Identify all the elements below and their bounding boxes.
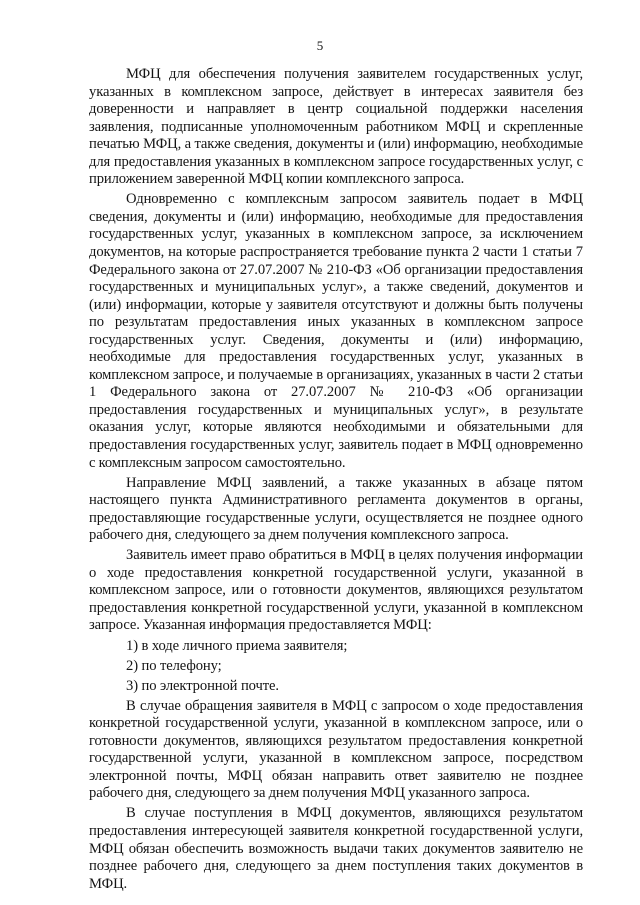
paragraph-documents-delivery: В случае поступления в МФЦ документов, являющихся результатом предоставления интересующей заявителя конкретной государственной услуги, МФЦ обязан обеспечить возможность выдачи таких документов заявителю не позднее рабочего дня, следующего за днем поступления таких документов в МФЦ. [89, 805, 583, 892]
page-number: 5 [316, 38, 324, 53]
paragraph-status-information-right: Заявитель имеет право обратиться в МФЦ в целях получения информации о ходе предоставления конкретной государственной услуги, указанной в комплексном запросе, или о готовности документов, являющихся результатом предоставления конкретной государственной услуги, указанной в комплексном запросе. Указанная информация предоставляется МФЦ: [89, 547, 583, 634]
paragraph-complex-request-mfc: МФЦ для обеспечения получения заявителем государственных услуг, указанных в комплексном запросе, действует в интересах заявителя без доверенности и направляет в центр социальной поддержки населения заявления, подписанные уполномоченным работником МФЦ и скрепленные печатью МФЦ, а также сведения, документы и (или) информацию, необходимые для предоставления указанных в комплексном запросе государственных услуг, с приложением заверенной МФЦ копии комплексного запроса. [89, 66, 583, 188]
document-body [89, 66, 583, 896]
list-item-phone: 2) по телефону; [126, 657, 222, 674]
paragraph-email-response: В случае обращения заявителя в МФЦ с запросом о ходе предоставления конкретной государственной услуги, указанной в комплексном запросе, или о готовности документов, являющихся результатом предоставления конкретной государственной услуги, указанной в комплексном запросе, посредством электронной почты, МФЦ обязан направить ответ заявителю не позднее рабочего дня, следующего за днем получения МФЦ указанного запроса. [89, 697, 583, 802]
list-item-email: 3) по электронной почте. [126, 677, 279, 694]
paragraph-sending-deadline: Направление МФЦ заявлений, а также указанных в абзаце пятом настоящего пункта Административного регламента документов в органы, предоставляющие государственные услуги, осуществляется не позднее одного рабочего дня, следующего за днем получения комплексного запроса. [89, 474, 583, 544]
paragraph-documents-submission: Одновременно с комплексным запросом заявитель подает в МФЦ сведения, документы и (или) информацию, необходимые для предоставления государственных услуг, указанных в комплексном запросе, за исключением документов, на которые распространяется требование пункта 2 части 1 статьи 7 Федерального закона от 27.07.2007 № 210-ФЗ «Об организации предоставления государственных и муниципальных услуг», а также сведений, документов и (или) информации, которые у заявителя отсутствуют и должны быть получены по результатам предоставления иных указанных в комплексном запросе государственных услуг. Сведения, документы и (или) информацию, необходимые для предоставления государственных услуг, указанных в комплексном запросе, и получаемые в организациях, указанных в части 2 статьи 1 Федерального закона от 27.07.2007 № 210-ФЗ «Об организации предоставления государственных и муниципальных услуг», в результате оказания услуг, которые являются необходимыми и обязательными для предоставления государственных услуг, заявитель подает в МФЦ одновременно с комплексным запросом самостоятельно. [89, 191, 583, 471]
list-item-personal-visit: 1) в ходе личного приема заявителя; [126, 637, 348, 654]
